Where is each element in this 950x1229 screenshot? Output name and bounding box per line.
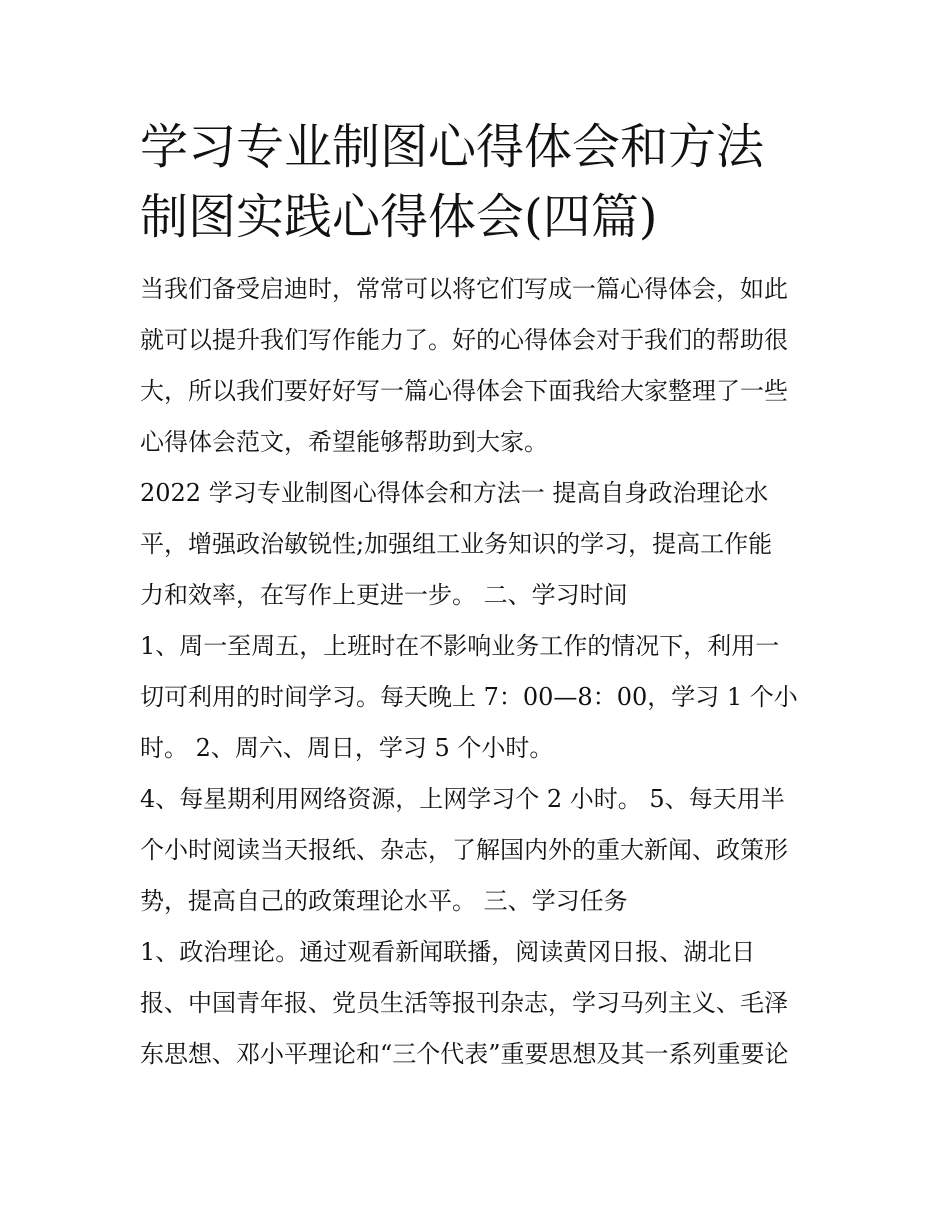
document-content bbox=[140, 112, 820, 1080]
text-line: 1、周一至周五，上班时在不影响业务工作的情况下，利用一 bbox=[140, 632, 780, 660]
political-theory-paragraph bbox=[140, 927, 820, 1080]
text-line: 切可利用的时间学习。每天晚上 7：00—8：00，学习 1 个小 bbox=[140, 683, 798, 711]
title-line: 学习专业制图心得体会和方法 bbox=[140, 119, 765, 175]
text-line: 大，所以我们要好好写一篇心得体会下面我给大家整理了一些 bbox=[140, 377, 788, 405]
text-line: 力和效率，在写作上更进一步。 二、学习时间 bbox=[140, 581, 628, 609]
text-line: 1、政治理论。通过观看新闻联播，阅读黄冈日报、湖北日 bbox=[140, 938, 756, 966]
text-line: 报、中国青年报、党员生活等报刊杂志，学习马列主义、毛泽 bbox=[140, 989, 788, 1017]
text-line: 当我们备受启迪时，常常可以将它们写成一篇心得体会，如此 bbox=[140, 275, 788, 303]
text-line: 势，提高自己的政策理论水平。 三、学习任务 bbox=[140, 887, 628, 915]
network-study-paragraph bbox=[140, 774, 820, 927]
intro-paragraph bbox=[140, 264, 820, 468]
text-line: 个小时阅读当天报纸、杂志，了解国内外的重大新闻、政策形 bbox=[140, 836, 788, 864]
text-line: 就可以提升我们写作能力了。好的心得体会对于我们的帮助很 bbox=[140, 326, 788, 354]
text-line: 4、每星期利用网络资源，上网学习个 2 小时。 5、每天用半 bbox=[140, 785, 785, 813]
method-one-paragraph bbox=[140, 468, 820, 621]
study-time-paragraph bbox=[140, 621, 820, 774]
text-line: 平，增强政治敏锐性;加强组工业务知识的学习，提高工作能 bbox=[140, 530, 773, 558]
text-line: 时。 2、周六、周日，学习 5 个小时。 bbox=[140, 734, 554, 762]
text-line: 东思想、邓小平理论和“三个代表”重要思想及其一系列重要论 bbox=[140, 1040, 789, 1068]
document-title bbox=[140, 112, 820, 252]
text-line: 心得体会范文，希望能够帮助到大家。 bbox=[140, 428, 548, 456]
text-line: 2022 学习专业制图心得体会和方法一 提高自身政治理论水 bbox=[140, 479, 769, 507]
title-line: 制图实践心得体会(四篇) bbox=[140, 189, 658, 245]
